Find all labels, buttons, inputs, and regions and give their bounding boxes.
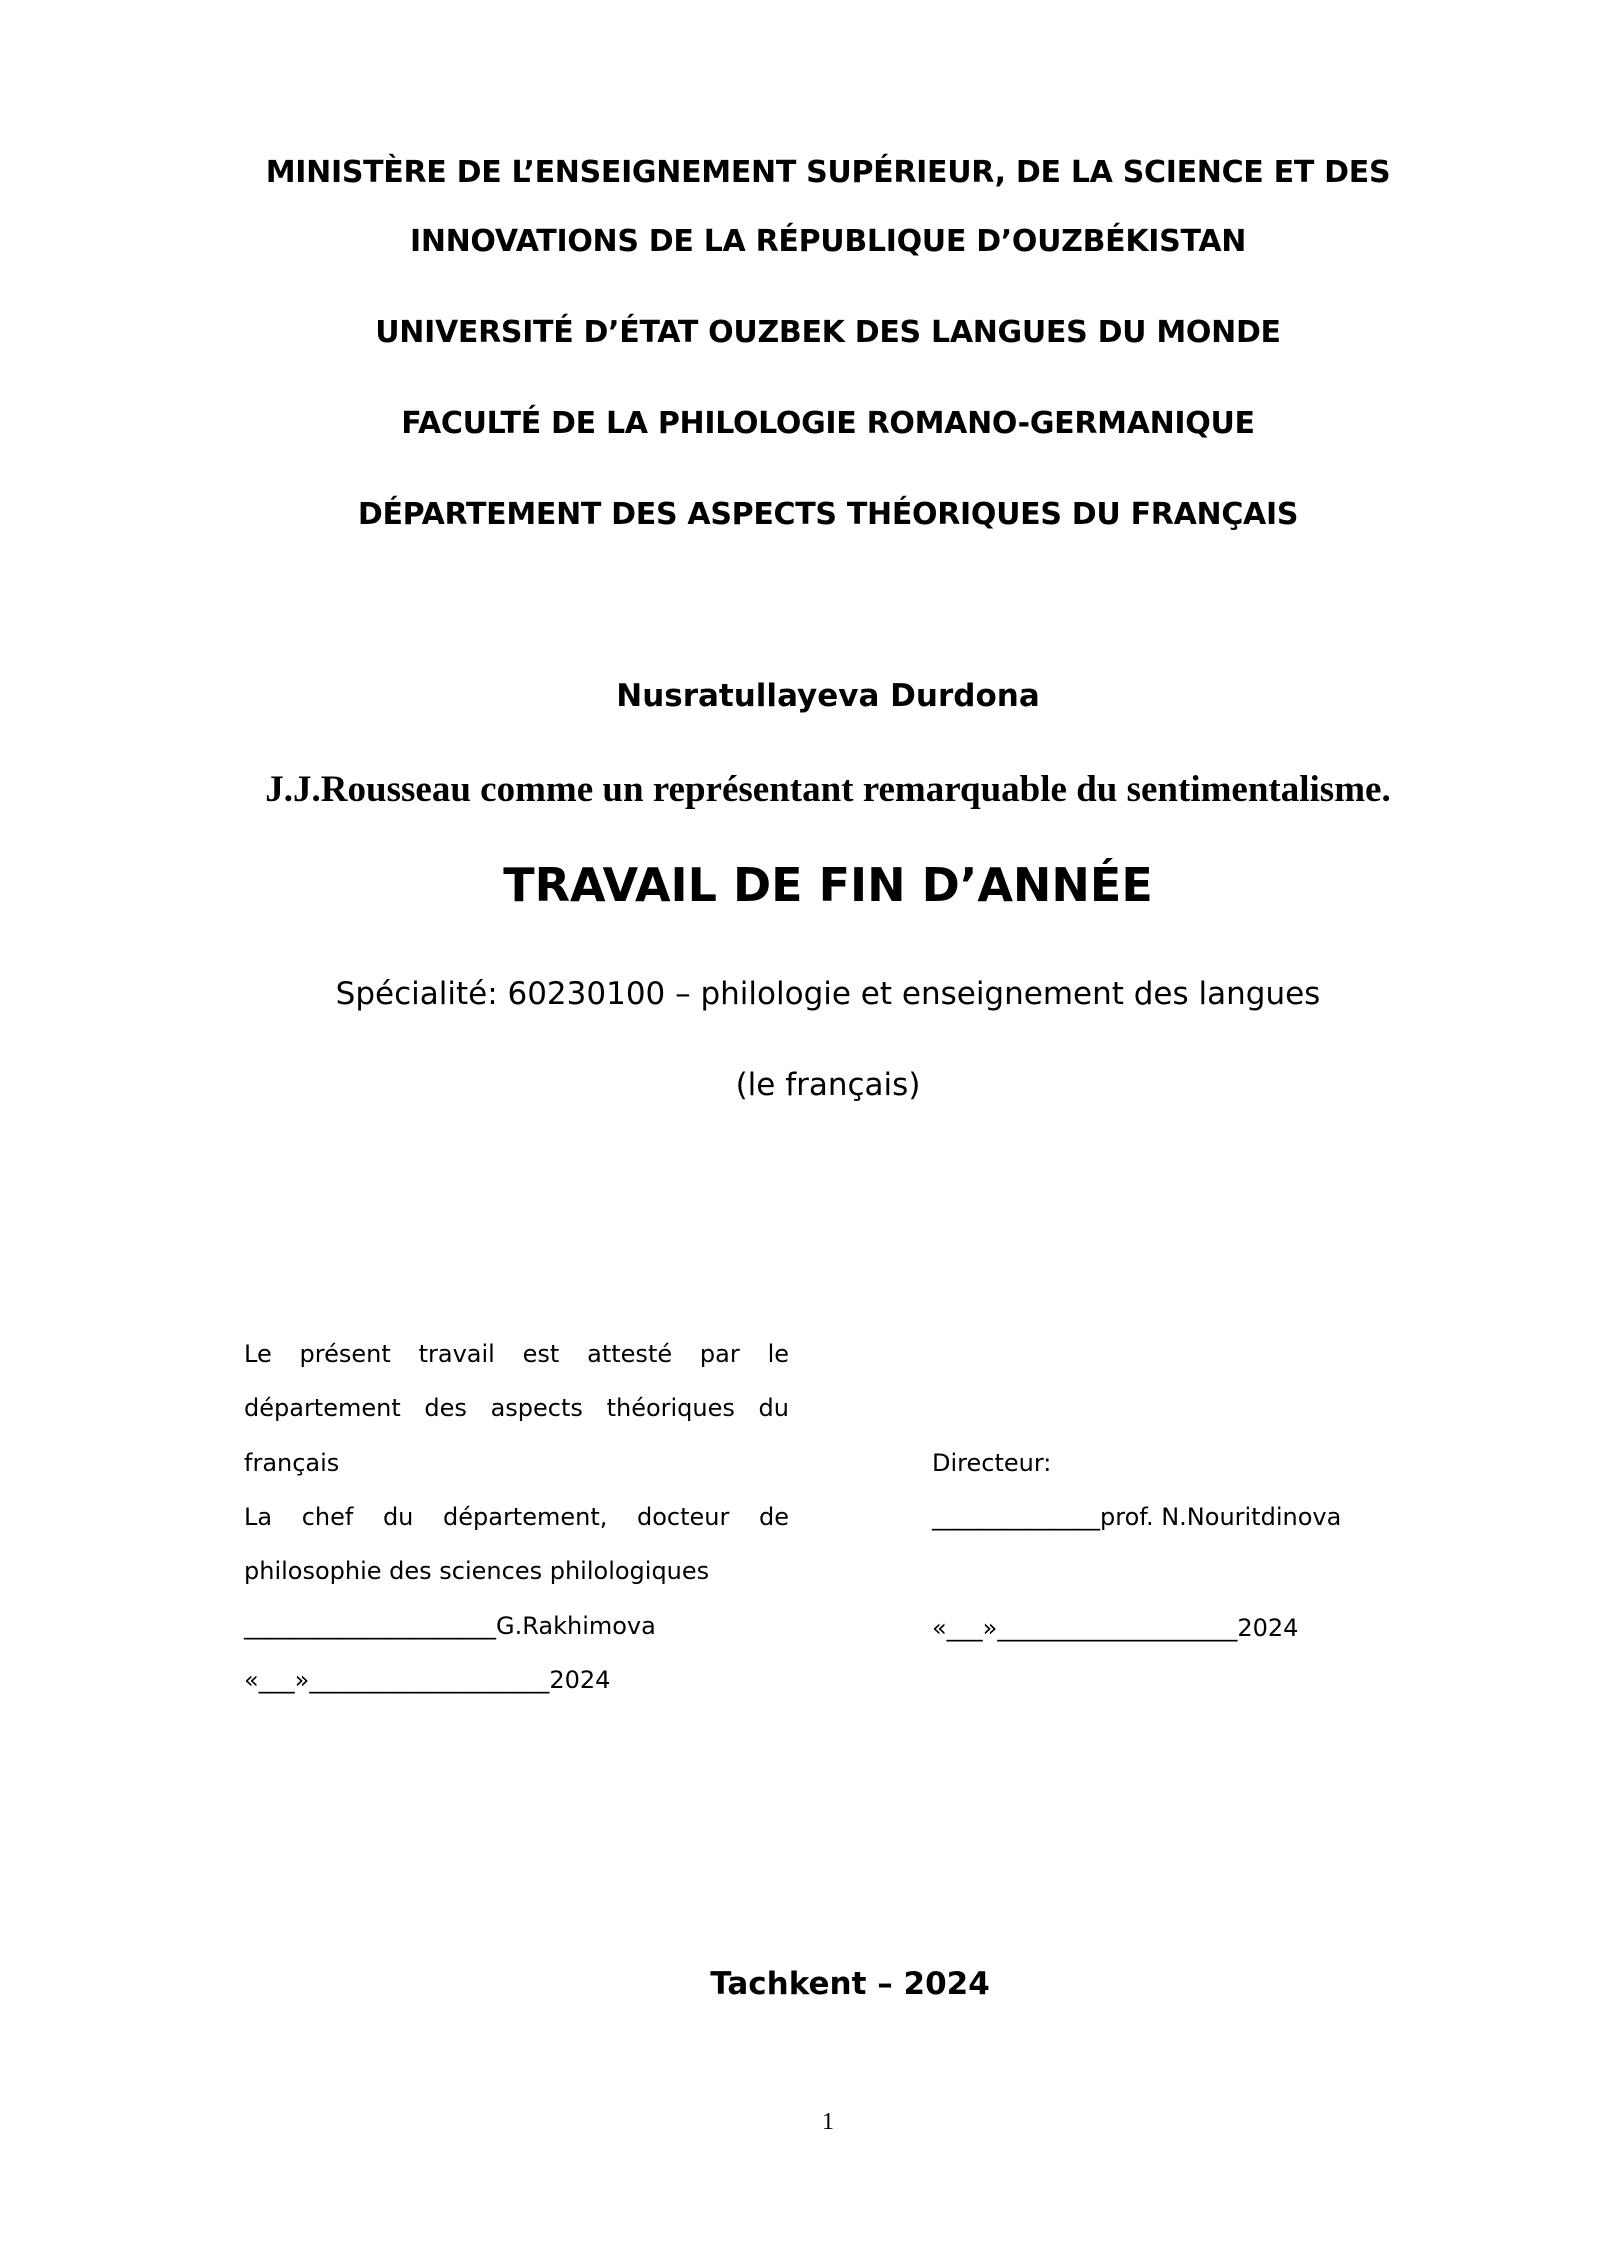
specialty-line-2: (le français): [735, 1067, 921, 1103]
attestation-line-4: La chef du département, docteur de: [244, 1503, 789, 1531]
department-name: DÉPARTEMENT DES ASPECTS THÉORIQUES DU FRANÇAIS: [357, 497, 1299, 532]
page-number: 1: [822, 2109, 834, 2135]
subject-title: J.J.Rousseau comme un représentant remarquable du sentimentalisme.: [265, 769, 1391, 810]
director-label: Directeur:: [932, 1449, 1052, 1477]
attestation-line-3: français: [244, 1449, 340, 1477]
ministry-line-2: INNOVATIONS DE LA RÉPUBLIQUE D’OUZBÉKISTAN: [409, 224, 1247, 259]
specialty-line-1: Spécialité: 60230100 – philologie et enseignement des langues: [335, 976, 1321, 1012]
head-date-line: «___»____________________2024: [244, 1666, 611, 1694]
city-year: Tachkent – 2024: [710, 1966, 990, 2002]
attestation-line-5: philosophie des sciences philologiques: [244, 1557, 710, 1585]
attestation-line-2: département des aspects théoriques du: [244, 1394, 789, 1422]
head-signature-line: _____________________G.Rakhimova: [244, 1612, 656, 1640]
attestation-line-1: Le présent travail est attesté par le: [244, 1340, 789, 1368]
ministry-line-1: MINISTÈRE DE L’ENSEIGNEMENT SUPÉRIEUR, DE LA SCIENCE ET DES: [265, 155, 1391, 190]
work-title: TRAVAIL DE FIN D’ANNÉE: [503, 858, 1153, 912]
director-signature-line: ______________prof. N.Nouritdinova: [932, 1503, 1342, 1531]
faculty-name: FACULTÉ DE LA PHILOLOGIE ROMANO-GERMANIQUE: [401, 406, 1255, 441]
author-name: Nusratullayeva Durdona: [616, 678, 1040, 714]
university-name: UNIVERSITÉ D’ÉTAT OUZBEK DES LANGUES DU MONDE: [375, 315, 1281, 350]
director-date-line: «___»____________________2024: [932, 1614, 1299, 1642]
